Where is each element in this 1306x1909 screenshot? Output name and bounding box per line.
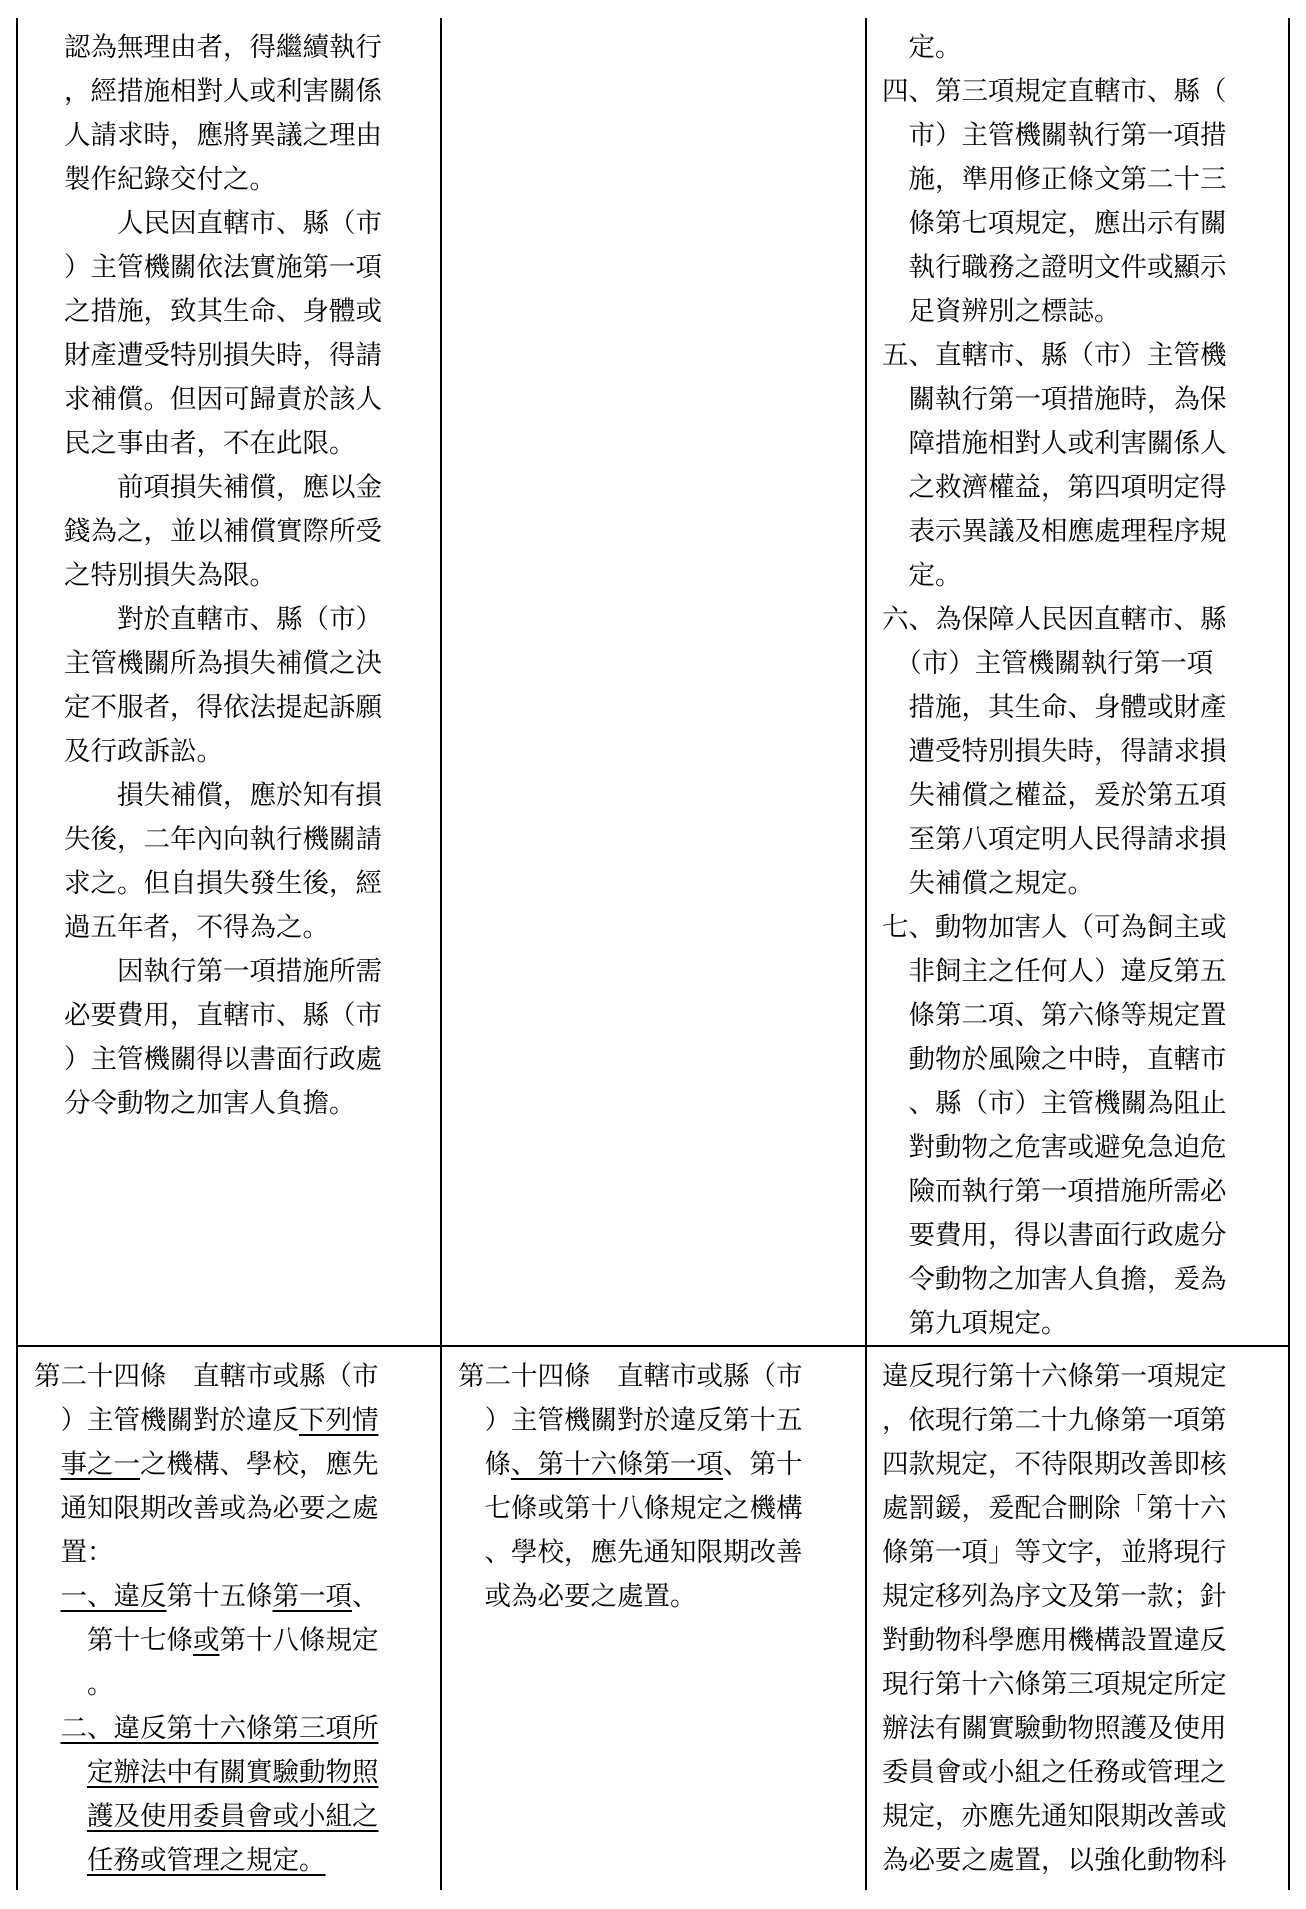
text-line: [64, 774, 382, 818]
underlined-text: 事之一: [60, 1449, 140, 1480]
text-line: [882, 598, 1227, 642]
text-segment: 七、動物加害人（可為飼主或: [882, 912, 1227, 943]
text-line: [64, 26, 382, 70]
text-segment: 第十八條規定: [219, 1625, 379, 1656]
text-line: [882, 950, 1227, 994]
text-segment: 六、為保障人民因直轄市、縣: [882, 604, 1227, 635]
text-line: [458, 1355, 803, 1399]
text-segment: 失補償之權益，爰於第五項: [882, 780, 1227, 811]
text-line: [34, 1619, 379, 1663]
text-line: [34, 1839, 379, 1883]
text-line: [882, 1487, 1227, 1531]
text-segment: 因執行第一項措施所需: [64, 956, 382, 987]
text-line: [64, 70, 382, 114]
text-segment: [34, 1581, 61, 1612]
underlined-text: 、第十六條第一項: [511, 1449, 723, 1480]
text-segment: 主管機關所為損失補償之決: [64, 648, 382, 679]
text-segment: 、縣（市）主管機關為阻止: [882, 1088, 1227, 1119]
text-line: [882, 334, 1227, 378]
text-line: [882, 510, 1227, 554]
text-segment: ）主管機關依法實施第一項: [64, 252, 382, 283]
text-line: [64, 334, 382, 378]
text-line: [64, 818, 382, 862]
text-line: [64, 1082, 382, 1126]
text-segment: 條第七項規定，應出示有關: [882, 208, 1227, 239]
text-line: [34, 1663, 379, 1707]
text-segment: 第二十四條 直轄市或縣（市: [34, 1361, 379, 1392]
text-line: [458, 1399, 803, 1443]
text-line: [882, 994, 1227, 1038]
text-line: [882, 1170, 1227, 1214]
text-line: [34, 1751, 379, 1795]
text-segment: 第十七條: [34, 1625, 193, 1656]
text-segment: [34, 1449, 61, 1480]
text-line: [882, 818, 1227, 862]
text-segment: 失後，二年內向執行機關請: [64, 824, 382, 855]
text-line: [64, 554, 382, 598]
text-line: [882, 70, 1227, 114]
text-line: [34, 1531, 379, 1575]
text-line: [458, 1487, 803, 1531]
text-line: [64, 158, 382, 202]
text-segment: 之機構、學校，應先: [140, 1449, 379, 1480]
text-segment: 之救濟權益，第四項明定得: [882, 472, 1227, 503]
cell-top-explanation: [882, 26, 1227, 1346]
text-segment: 處罰鍰，爰配合刪除「第十六: [882, 1493, 1227, 1524]
cell-bottom-current-text: [458, 1355, 803, 1619]
text-line: [882, 1126, 1227, 1170]
text-line: [882, 114, 1227, 158]
text-line: [882, 1399, 1227, 1443]
text-segment: 五、直轄市、縣（市）主管機: [882, 340, 1227, 371]
text-line: [64, 202, 382, 246]
text-line: [882, 730, 1227, 774]
text-segment: 規定，亦應先通知限期改善或: [882, 1801, 1227, 1832]
text-segment: 遭受特別損失時，得請求損: [882, 736, 1227, 767]
text-segment: 求之。但自損失發生後，經: [64, 868, 382, 899]
text-segment: 認為無理由者，得繼續執行: [64, 32, 382, 63]
text-line: [882, 1082, 1227, 1126]
text-line: [882, 466, 1227, 510]
text-segment: 市）主管機關執行第一項措: [882, 120, 1227, 151]
text-segment: 第九項規定。: [882, 1308, 1068, 1339]
text-line: [64, 730, 382, 774]
text-segment: [34, 1713, 61, 1744]
underlined-text: 護及使用委員會或小組之: [87, 1801, 379, 1832]
text-line: [458, 1575, 803, 1619]
text-line: [882, 26, 1227, 70]
column-divider-1: [440, 18, 442, 1890]
text-segment: 置：: [34, 1537, 114, 1568]
text-line: [882, 1839, 1227, 1883]
text-segment: 分令動物之加害人負擔。: [64, 1088, 356, 1119]
text-line: [882, 1038, 1227, 1082]
text-segment: 過五年者，不得為之。: [64, 912, 329, 943]
text-segment: 險而執行第一項措施所需必: [882, 1176, 1227, 1207]
cell-bottom-explanation: [882, 1355, 1227, 1883]
text-line: [64, 906, 382, 950]
text-line: [882, 290, 1227, 334]
table-border-right: [1288, 18, 1290, 1890]
text-segment: 定。: [882, 32, 962, 63]
text-line: [882, 1663, 1227, 1707]
text-segment: ）主管機關對於違反: [34, 1405, 299, 1436]
text-line: [882, 202, 1227, 246]
text-line: [458, 1443, 803, 1487]
text-segment: 之特別損失為限。: [64, 560, 276, 591]
text-line: [34, 1443, 379, 1487]
text-segment: 及行政訴訟。: [64, 736, 223, 767]
text-line: [882, 862, 1227, 906]
text-segment: 七條或第十八條規定之機構: [458, 1493, 803, 1524]
text-segment: 對動物之危害或避免急迫危: [882, 1132, 1227, 1163]
text-segment: 錢為之，並以補償實際所受: [64, 516, 382, 547]
text-segment: 至第八項定明人民得請求損: [882, 824, 1227, 855]
text-line: [882, 1258, 1227, 1302]
text-segment: 違反現行第十六條第一項規定: [882, 1361, 1227, 1392]
text-line: [34, 1795, 379, 1839]
text-line: [882, 1355, 1227, 1399]
text-segment: 四、第三項規定直轄市、縣（: [882, 76, 1227, 107]
text-line: [882, 246, 1227, 290]
text-segment: 動物於風險之中時，直轄市: [882, 1044, 1227, 1075]
text-segment: 條第一項」等文字，並將現行: [882, 1537, 1227, 1568]
text-segment: 措施，其生命、身體或財產: [882, 692, 1227, 723]
text-line: [882, 1302, 1227, 1346]
text-line: [882, 906, 1227, 950]
text-segment: 通知限期改善或為必要之處: [34, 1493, 379, 1524]
cell-top-amended-text: [64, 26, 382, 1126]
text-segment: 求補償。但因可歸責於該人: [64, 384, 382, 415]
text-line: [64, 290, 382, 334]
text-segment: 辦法有關實驗動物照護及使用: [882, 1713, 1227, 1744]
text-segment: 人民因直轄市、縣（市: [64, 208, 382, 239]
underlined-text: 或: [193, 1625, 220, 1656]
text-segment: 要費用，得以書面行政處分: [882, 1220, 1227, 1251]
text-line: [64, 598, 382, 642]
text-segment: 民之事由者，不在此限。: [64, 428, 356, 459]
text-segment: 製作紀錄交付之。: [64, 164, 276, 195]
text-segment: 之措施，致其生命、身體或: [64, 296, 382, 327]
text-segment: ）主管機關對於違反第十五: [458, 1405, 803, 1436]
text-segment: 為必要之處置，以強化動物科: [882, 1845, 1227, 1876]
text-segment: 障措施相對人或利害關係人: [882, 428, 1227, 459]
text-line: [882, 1443, 1227, 1487]
text-segment: ，經措施相對人或利害關係: [64, 76, 382, 107]
text-line: [882, 774, 1227, 818]
text-segment: [34, 1757, 87, 1788]
text-segment: 表示異議及相應處理程序規: [882, 516, 1227, 547]
text-line: [34, 1399, 379, 1443]
text-line: [882, 1575, 1227, 1619]
text-line: [64, 686, 382, 730]
text-line: [34, 1355, 379, 1399]
text-segment: 失補償之規定。: [882, 868, 1094, 899]
text-segment: 人請求時，應將異議之理由: [64, 120, 382, 151]
underlined-text: 二、違反第十六條第三項所: [60, 1713, 379, 1744]
text-segment: 對動物科學應用機構設置違反: [882, 1625, 1227, 1656]
text-line: [882, 1214, 1227, 1258]
text-segment: 足資辨別之標誌。: [882, 296, 1121, 327]
text-segment: 條: [458, 1449, 511, 1480]
text-segment: 對於直轄市、縣（市）: [64, 604, 382, 635]
underlined-text: 第一項: [272, 1581, 352, 1612]
text-line: [64, 246, 382, 290]
text-segment: 定不服者，得依法提起訴願: [64, 692, 382, 723]
text-line: [64, 950, 382, 994]
underlined-text: 任務或管理之規定。: [87, 1845, 326, 1876]
text-line: [882, 1795, 1227, 1839]
table-border-left: [16, 18, 18, 1890]
underlined-text: 下列情: [299, 1405, 379, 1436]
text-segment: （市）主管機關執行第一項: [882, 648, 1214, 679]
text-line: [882, 158, 1227, 202]
text-segment: 、第十: [723, 1449, 803, 1480]
text-segment: 非飼主之任何人）違反第五: [882, 956, 1227, 987]
text-segment: 。: [34, 1669, 114, 1700]
text-line: [882, 378, 1227, 422]
text-segment: ，依現行第二十九條第一項第: [882, 1405, 1227, 1436]
text-segment: 第十五條: [166, 1581, 273, 1612]
text-segment: 必要費用，直轄市、縣（市: [64, 1000, 382, 1031]
text-segment: 現行第十六條第三項規定所定: [882, 1669, 1227, 1700]
text-line: [64, 862, 382, 906]
text-segment: 、學校，應先通知限期改善: [458, 1537, 803, 1568]
text-segment: 第二十四條 直轄市或縣（市: [458, 1361, 803, 1392]
text-line: [458, 1531, 803, 1575]
text-segment: 前項損失補償，應以金: [64, 472, 382, 503]
text-segment: 委員會或小組之任務或管理之: [882, 1757, 1227, 1788]
text-segment: 、: [352, 1581, 379, 1612]
text-line: [34, 1707, 379, 1751]
text-line: [64, 378, 382, 422]
text-segment: 令動物之加害人負擔，爰為: [882, 1264, 1227, 1295]
text-segment: [34, 1845, 87, 1876]
text-segment: 定。: [882, 560, 962, 591]
text-line: [64, 994, 382, 1038]
text-line: [882, 1707, 1227, 1751]
text-segment: 損失補償，應於知有損: [64, 780, 382, 811]
underlined-text: 定辦法中有關實驗動物照: [87, 1757, 379, 1788]
text-line: [64, 422, 382, 466]
text-segment: 或為必要之處置。: [458, 1581, 697, 1612]
text-segment: 執行職務之證明文件或顯示: [882, 252, 1227, 283]
text-segment: ）主管機關得以書面行政處: [64, 1044, 382, 1075]
text-line: [64, 114, 382, 158]
cell-bottom-amended-text: [34, 1355, 379, 1883]
text-line: [64, 466, 382, 510]
text-line: [882, 642, 1227, 686]
text-segment: [34, 1801, 87, 1832]
text-segment: 四款規定，不待限期改善即核: [882, 1449, 1227, 1480]
text-line: [882, 1751, 1227, 1795]
column-divider-2: [865, 18, 867, 1890]
text-line: [64, 510, 382, 554]
text-line: [882, 1619, 1227, 1663]
text-segment: 施，準用修正條文第二十三: [882, 164, 1227, 195]
text-line: [882, 554, 1227, 598]
text-segment: 規定移列為序文及第一款；針: [882, 1581, 1227, 1612]
underlined-text: 一、違反: [60, 1581, 167, 1612]
text-line: [34, 1575, 379, 1619]
text-segment: 關執行第一項措施時，為保: [882, 384, 1227, 415]
text-line: [64, 642, 382, 686]
text-line: [882, 1531, 1227, 1575]
text-line: [64, 1038, 382, 1082]
text-segment: 財產遭受特別損失時，得請: [64, 340, 382, 371]
text-line: [34, 1487, 379, 1531]
text-line: [882, 422, 1227, 466]
text-line: [882, 686, 1227, 730]
text-segment: 條第二項、第六條等規定置: [882, 1000, 1227, 1031]
